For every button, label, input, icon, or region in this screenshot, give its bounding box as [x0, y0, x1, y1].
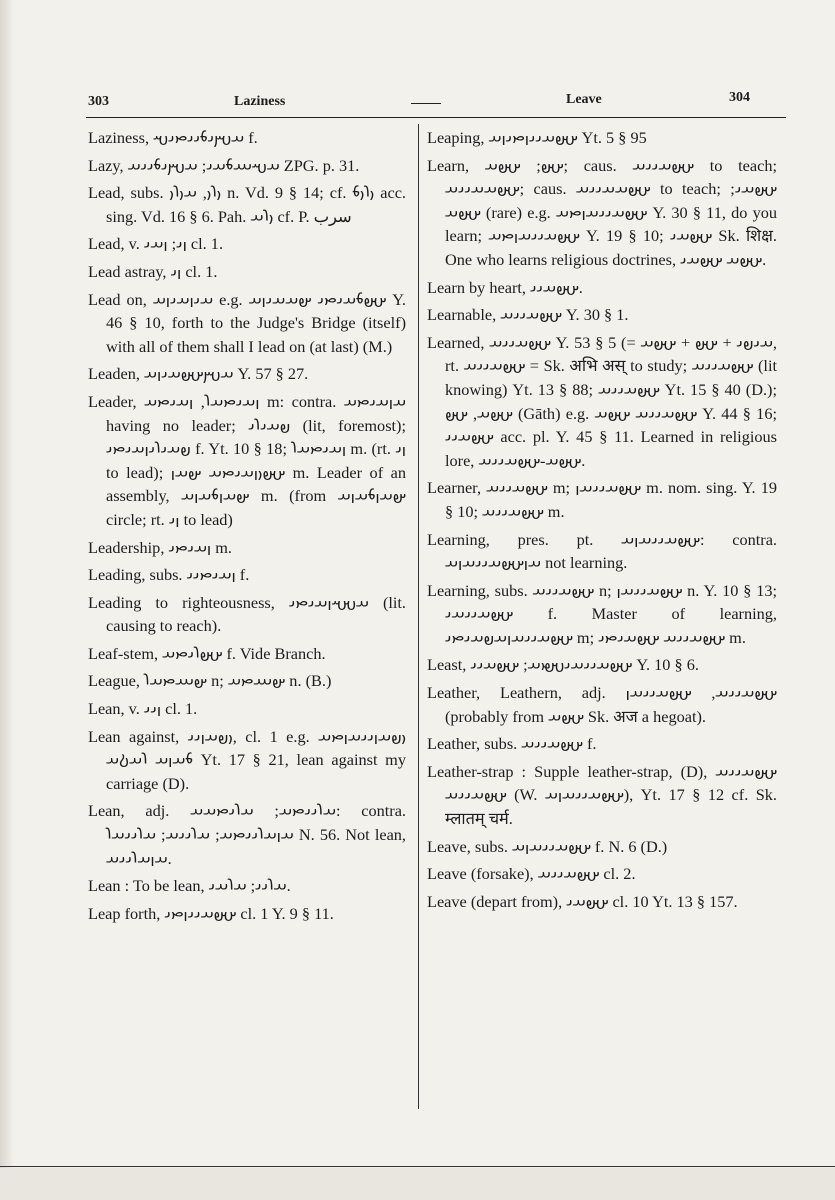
left-column [88, 126, 406, 929]
dictionary-entry: Leather, subs. 𐬀𐬵𐬀𐬌𐬌𐬀 f. [427, 734, 597, 754]
page-bottom-shadow [0, 1168, 835, 1200]
dictionary-entry: Lead on, 𐬀𐬌𐬥𐬀𐬌𐬥𐬀 e.g. 𐬀𐬵𐬨𐬀𐬌𐬙𐬌 𐬵𐬀𐬀𐬌𐬥𐬀 Y. 46 § 10, forth to the Judge's Bridge (itself) with all of them shall I lead on (at last) (M.) [88, 289, 406, 356]
dictionary-entry: Leaping, 𐬀𐬵𐬀𐬌𐬌𐬥𐬙𐬌𐬥𐬀 Yt. 5 § 95 [427, 128, 647, 147]
page-bottom-edge [0, 1166, 835, 1167]
dictionary-entry: Learn by heart, 𐬀𐬵𐬀𐬌𐬌. [427, 277, 583, 297]
dictionary-entry: Lean, adj. 𐬀𐬭𐬌𐬌𐬙𐬀; 𐬀𐬭𐬌𐬙𐬀𐬀: contra. 𐬀𐬥𐬀𐬭𐬌𐬌𐬙𐬀; 𐬀𐬭𐬌𐬌𐬀; 𐬀𐬭𐬌𐬌𐬀𐬭 N. 56. Not lean, 𐬀𐬥𐬀𐬭𐬌𐬌𐬀. [88, 801, 407, 868]
dictionary-entry: Leather, Leathern, adj. 𐬀𐬵𐬀𐬌𐬌𐬀, 𐬀𐬵𐬀𐬌𐬌𐬀𐬥 (probably from 𐬀𐬵𐬀 Sk. अज a hegoat). [427, 683, 777, 726]
dictionary-entry: Leader, 𐬥𐬀𐬌𐬙𐬀𐬭, 𐬥𐬀𐬌𐬙𐬀 m: contra. 𐬀𐬥𐬀𐬌𐬙𐬀 having no leader; 𐬞𐬀𐬌𐬭𐬌 (lit, foremost); 𐬞𐬀𐬌𐬭𐬌𐬥𐬀𐬌𐬙𐬌 f. Yt. 10 § 18; 𐬥𐬀𐬌𐬙𐬀𐬭 m. (rt. 𐬥𐬌 to lead); 𐬀𐬵𐬎𐬥𐬀𐬌𐬙𐬀 𐬵𐬀𐬥 m. Leader of an assembly, 𐬵𐬀𐬥𐬨𐬀𐬥𐬀 m. (from 𐬵𐬀𐬥𐬨𐬀𐬥𐬀 circle; rt. 𐬥𐬌 to lead) [88, 391, 407, 529]
header-underline [86, 117, 786, 118]
dictionary-entry: Leadership, 𐬥𐬀𐬌𐬙𐬌 m. [88, 537, 232, 557]
dictionary-entry: Laziness, 𐬀𐬫𐬌𐬨𐬌𐬌𐬙𐬌𐬱 f. [88, 128, 258, 147]
dictionary-entry: Leave (forsake), 𐬀𐬵𐬀𐬌𐬌𐬀 cl. 2. [427, 864, 636, 884]
header-rule [411, 103, 441, 104]
dictionary-entry: Lead astray, 𐬥𐬌 cl. 1. [88, 261, 218, 281]
dictionary-entry: League, 𐬵𐬁𐬙𐬀𐬭 n; 𐬵𐬁𐬙𐬀 n. (B.) [88, 671, 332, 691]
dictionary-entry: Leading to righteousness, 𐬀𐬱𐬀𐬥𐬀𐬌𐬙𐬌 (lit. causing to reach). [88, 592, 407, 636]
page-number-left: 303 [88, 94, 109, 109]
dictionary-entry: Learn, 𐬀𐬵; 𐬀𐬵𐬀; caus. 𐬀𐬵𐬀𐬌𐬌𐬀 to teach; 𐬀𐬵𐬀𐬀𐬌𐬌𐬀; caus. 𐬀𐬵𐬀𐬀𐬌𐬌𐬀 to teach; 𐬀𐬵𐬀𐬌; 𐬀𐬵𐬀 (rare) e.g. 𐬀𐬵𐬀𐬌𐬌𐬀𐬥𐬙𐬀 Y. 30 § 11, do you learn; 𐬀𐬵𐬀𐬌𐬌𐬀𐬥𐬙𐬀 Y. 19 § 10; 𐬀𐬵𐬀𐬌 Sk. शिक्ष. One who learns religious doctrines, 𐬀𐬵𐬀 𐬀𐬵𐬀𐬌. [427, 155, 778, 269]
dictionary-entry: Learning, subs. 𐬀𐬵𐬀𐬌𐬌𐬀 n; 𐬀𐬵𐬀𐬌𐬌𐬀𐬥 n. Y. 10 § 13; 𐬀𐬵𐬀𐬌𐬌𐬀𐬌 f. Master of learning, 𐬀𐬵𐬀𐬌𐬌𐬀𐬥𐬀𐬞𐬀𐬌𐬙𐬌 m; 𐬀𐬵𐬀𐬌𐬌𐬀 𐬀𐬵𐬀𐬌𐬙𐬌 m. [427, 580, 778, 647]
running-header [86, 88, 778, 114]
dictionary-entry: Lead, subs. 𐬎𐬭𐬎, 𐬀𐬎𐬭𐬎 n. Vd. 9 § 14; cf. 𐬎𐬭𐬎𐬨 acc. sing. Vd. 16 § 6. Pah. 𐬎𐬭𐬀 cf. P. سرب [88, 183, 406, 226]
dictionary-entry: Leave (depart from), 𐬀𐬵𐬀𐬌 cl. 10 Yt. 13 § 157. [427, 891, 738, 911]
right-column [427, 126, 777, 917]
guide-word-left: Laziness [234, 94, 286, 109]
dictionary-entry: Least, 𐬀𐬵𐬀𐬌𐬌𐬀𐬌𐬱𐬙𐬀; 𐬀𐬵𐬀𐬌𐬌 Y. 10 § 6. [427, 655, 699, 675]
column-divider [418, 124, 419, 1109]
dictionary-entry: Lean, v. 𐬥𐬌𐬌 cl. 1. [88, 699, 198, 719]
dictionary-entry: Lazy, 𐬀𐬱𐬁𐬨𐬀𐬌; 𐬀𐬫𐬌𐬨𐬌𐬌𐬀 ZPG. p. 31. [88, 155, 360, 175]
dictionary-entry: Leaf-stem, 𐬀𐬵𐬭𐬌𐬙𐬀 f. Vide Branch. [88, 643, 326, 663]
dictionary-entry: Learnable, 𐬀𐬵𐬀𐬌𐬌𐬀 Y. 30 § 1. [427, 305, 629, 325]
guide-word-right: Leave [566, 92, 602, 107]
dictionary-entry: Leading, subs. 𐬥𐬀𐬌𐬙𐬌𐬌 f. [88, 565, 250, 585]
dictionary-entry: Learner, 𐬀𐬵𐬀𐬌𐬌𐬀 m; 𐬀𐬵𐬀𐬌𐬌𐬀𐬥 m. nom. sing. Y. 19 § 10; 𐬀𐬵𐬀𐬌𐬌𐬀 m. [427, 478, 777, 521]
dictionary-entry: Leaden, 𐬀𐬫𐬀𐬵𐬀𐬌𐬥𐬀 Y. 57 § 27. [88, 364, 309, 384]
dictionary-entry: Leap forth, 𐬀𐬵𐬀𐬌𐬌𐬥𐬙𐬌 cl. 1 Y. 9 § 11. [88, 903, 334, 923]
dictionary-entry: Lean against, 𐬎𐬞𐬀𐬥𐬌𐬌, cl. 1 e.g. 𐬎𐬞𐬀𐬥𐬌𐬌𐬀𐬥𐬙𐬀 𐬨𐬀𐬥𐬀 𐬭𐬀𐬚𐬀 Yt. 17 § 21, lean against my carriage (D). [88, 726, 406, 793]
page-edge-shadow [0, 0, 14, 1200]
dictionary-entry: Lean : To be lean, 𐬀𐬭𐬌𐬌; 𐬀𐬭𐬀𐬌. [88, 876, 291, 896]
dictionary-entry: Lead, v. 𐬥𐬌; 𐬥𐬀𐬌 cl. 1. [88, 234, 224, 254]
page-number-right: 304 [729, 90, 750, 105]
dictionary-entry: Learned, 𐬀𐬵𐬀𐬌𐬌𐬀 Y. 53 § 5 (= 𐬀𐬌𐬞𐬌 + 𐬀𐬵 + 𐬀𐬵𐬀, rt. 𐬀𐬵𐬀𐬌𐬌𐬀 = Sk. अभि अस् to study; 𐬀𐬵𐬀𐬌𐬌𐬀 (lit knowing) Yt. 13 § 88; 𐬀𐬵𐬀𐬌𐬌𐬀 Yt. 15 § 40 (D.); 𐬀𐬵𐬀, 𐬀𐬵 (Gāth) e.g. 𐬀𐬵𐬀𐬌𐬌𐬀 𐬀𐬵𐬀 Y. 44 § 16; 𐬀𐬵𐬀𐬌𐬌 acc. pl. Y. 45 § 11. Learned in religious lore, 𐬀𐬵𐬀-𐬀𐬵𐬀𐬌𐬌𐬀. [427, 332, 777, 470]
dictionary-entry: Learning, pres. pt. 𐬀𐬵𐬀𐬌𐬌𐬀𐬥𐬀: contra. 𐬀𐬥𐬀𐬵𐬀𐬌𐬌𐬀𐬥𐬀 not learning. [427, 529, 777, 573]
dictionary-entry: Leave, subs. 𐬀𐬵𐬀𐬌𐬌𐬀𐬥𐬀 f. N. 6 (D.) [427, 836, 668, 856]
dictionary-entry: Leather-strap : Supple leather-strap, (D), 𐬀𐬵𐬀𐬌𐬌𐬀 𐬀𐬵𐬀𐬌𐬌𐬀 (W. 𐬀𐬵𐬀𐬌𐬌𐬀𐬥𐬀), Yt. 17 § 12 cf. Sk. म्लातम् चर्म. [427, 761, 778, 829]
